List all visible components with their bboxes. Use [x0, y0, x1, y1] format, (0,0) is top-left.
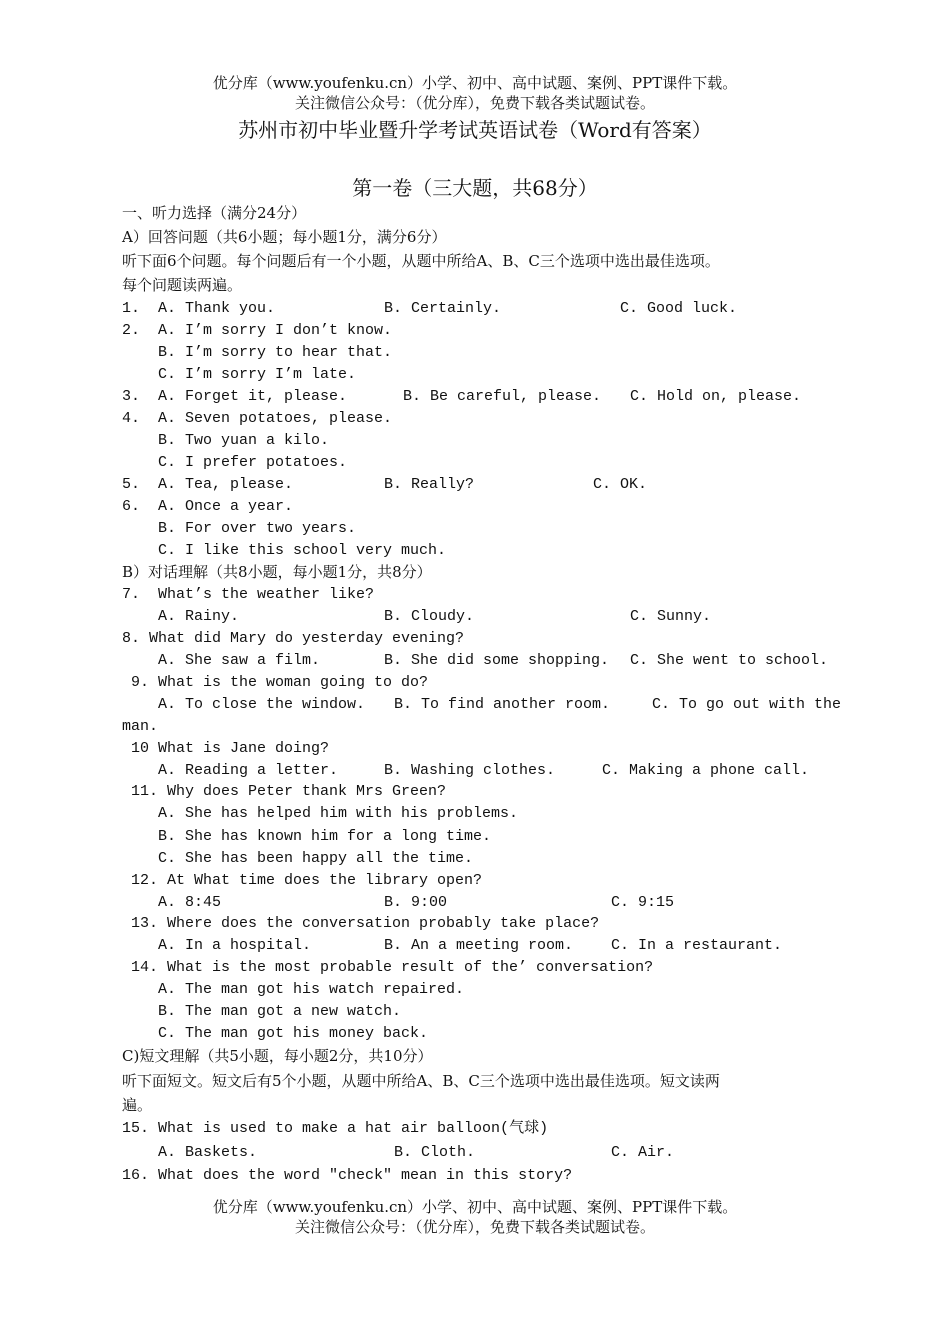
option-b: B. Two yuan a kilo.	[158, 432, 330, 449]
option-b: B. She has known him for a long time.	[158, 828, 492, 845]
option-c: C. She went to school.	[630, 652, 829, 669]
question-number: 5.	[122, 476, 141, 493]
option-b: B. Be careful, please.	[403, 388, 602, 405]
question-stem: 8. What did Mary do yesterday evening?	[122, 630, 465, 647]
option-a: A. Forget it, please.	[158, 388, 348, 405]
option-c: C. 9:15	[611, 894, 675, 911]
question-stem: 13. Where does the conversation probably take place?	[131, 915, 600, 932]
question-number: 4.	[122, 410, 141, 427]
question-stem: 9. What is the woman going to do?	[131, 674, 429, 691]
header-line-1: 优分库（www.youfenku.cn）小学、初中、高中试题、案例、PPT课件下载。	[212, 74, 738, 92]
option-a: A. Baskets.	[158, 1144, 258, 1161]
section-c-heading: C)短文理解（共5小题，每小题2分，共10分）	[122, 1047, 433, 1065]
question-number: 2.	[122, 322, 141, 339]
part-title: 第一卷（三大题，共68分）	[352, 176, 598, 200]
option-c: C. Sunny.	[630, 608, 712, 625]
option-a: A. She has helped him with his problems.	[158, 805, 519, 822]
question-stem: 14. What is the most probable result of the’ conversation?	[131, 959, 654, 976]
option-a: A. She saw a film.	[158, 652, 321, 669]
question-number: 6.	[122, 498, 141, 515]
option-b: B. For over two years.	[158, 520, 357, 537]
question-number: 3.	[122, 388, 141, 405]
section-a-intro-cont: 每个问题读两遍。	[122, 276, 243, 294]
option-c: C. Good luck.	[620, 300, 738, 317]
section-b-heading: B）对话理解（共8小题，每小题1分，共8分）	[122, 563, 432, 581]
footer-line-2: 关注微信公众号：（优分库），免费下载各类试题试卷。	[294, 1218, 655, 1236]
option-a: A. Reading a letter.	[158, 762, 339, 779]
footer-line-1: 优分库（www.youfenku.cn）小学、初中、高中试题、案例、PPT课件下载。	[212, 1198, 738, 1216]
question-stem: 16. What does the word "check" mean in this story?	[122, 1167, 573, 1184]
option-b: B. I’m sorry to hear that.	[158, 344, 393, 361]
option-a: A. The man got his watch repaired.	[158, 981, 465, 998]
option-a: A. Rainy.	[158, 608, 240, 625]
section-c-intro-cont: 遍。	[122, 1096, 153, 1114]
option-a: A. Once a year.	[158, 498, 294, 515]
question-stem: 12. At What time does the library open?	[131, 872, 483, 889]
option-b: B. Washing clothes.	[384, 762, 556, 779]
option-a: A. Seven potatoes, please.	[158, 410, 393, 427]
document-title: 苏州市初中毕业暨升学考试英语试卷（Word有答案）	[238, 118, 712, 142]
option-a: A. In a hospital.	[158, 937, 312, 954]
option-c: C. She has been happy all the time.	[158, 850, 474, 867]
option-a: A. Tea, please.	[158, 476, 294, 493]
option-a: A. 8:45	[158, 894, 222, 911]
option-c: C. OK.	[593, 476, 648, 493]
option-c: C. Making a phone call.	[602, 762, 810, 779]
option-b: B. An a meeting room.	[384, 937, 574, 954]
question-stem: 15. What is used to make a hat air balloon(气球)	[122, 1120, 549, 1137]
section-a-heading: A）回答问题（共6小题；每小题1分，满分6分）	[122, 228, 447, 246]
option-c: C. I prefer potatoes.	[158, 454, 348, 471]
option-a: A. To close the window.	[158, 696, 366, 713]
option-c: C. In a restaurant.	[611, 937, 783, 954]
question-stem: 11. Why does Peter thank Mrs Green?	[131, 783, 447, 800]
section-1-heading: 一、听力选择（满分24分）	[122, 204, 307, 222]
section-c-intro: 听下面短文。短文后有5个小题，从题中所给A、B、C三个选项中选出最佳选项。短文读两	[122, 1072, 720, 1090]
option-c: C. I like this school very much.	[158, 542, 447, 559]
question-number: 1.	[122, 300, 141, 317]
option-b: B. Cloudy.	[384, 608, 475, 625]
option-c: C. I’m sorry I’m late.	[158, 366, 357, 383]
option-b: B. Really?	[384, 476, 475, 493]
option-a: A. I’m sorry I don’t know.	[158, 322, 393, 339]
option-c-continued: man.	[122, 718, 159, 735]
option-c: C. To go out with the	[652, 696, 842, 713]
option-b: B. Cloth.	[394, 1144, 476, 1161]
option-c: C. Air.	[611, 1144, 675, 1161]
question-stem: 7. What’s the weather like?	[122, 586, 375, 603]
option-c: C. The man got his money back.	[158, 1025, 429, 1042]
option-b: B. The man got a new watch.	[158, 1003, 402, 1020]
option-b: B. She did some shopping.	[384, 652, 610, 669]
option-c: C. Hold on, please.	[630, 388, 802, 405]
option-b: B. 9:00	[384, 894, 448, 911]
header-line-2: 关注微信公众号：（优分库），免费下载各类试题试卷。	[294, 94, 655, 112]
section-a-intro: 听下面6个问题。每个问题后有一个小题，从题中所给A、B、C三个选项中选出最佳选项。	[122, 252, 720, 270]
question-stem: 10 What is Jane doing?	[131, 740, 330, 757]
option-b: B. Certainly.	[384, 300, 502, 317]
option-a: A. Thank you.	[158, 300, 276, 317]
option-b: B. To find another room.	[394, 696, 611, 713]
